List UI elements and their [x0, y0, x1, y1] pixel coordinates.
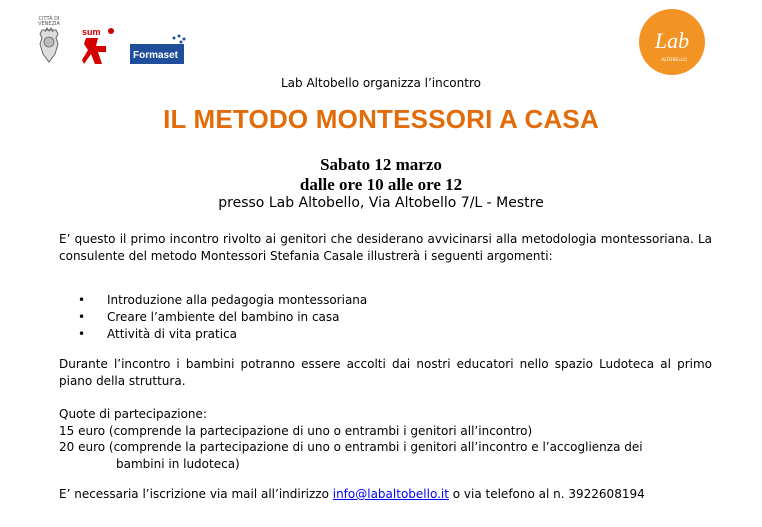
svg-text:CITTÀ DI: CITTÀ DI [38, 16, 60, 22]
fee-item: 20 euro (comprende la partecipazione di uno o entrambi i genitori all’incontro e l’accoglienza dei [59, 440, 643, 454]
list-item: • Attività di vita pratica [78, 326, 367, 343]
header-logos [0, 0, 762, 80]
event-title: IL METODO MONTESSORI A CASA [163, 104, 599, 134]
formaset-logo [130, 32, 188, 66]
registration-suffix: o via telefono al n. 3922608194 [448, 487, 645, 501]
topics-list [78, 292, 367, 342]
event-time: dalle ore 10 alle ore 12 [299, 175, 463, 194]
venezia-crest-logo [34, 14, 64, 66]
fees-heading: Quote di partecipazione: [59, 407, 207, 421]
list-item: • Introduzione alla pedagogia montessoriana [78, 292, 367, 309]
description-paragraph: E’ questo il primo incontro rivolto ai genitori che desiderano avvicinarsi alla metodologia montessoriana. La consulente del metodo Montessori Stefania Casale illustrerà i seguenti argomenti: [59, 232, 712, 263]
registration-line [59, 486, 712, 503]
intro-line: Lab Altobello organizza l’incontro [281, 76, 481, 90]
svg-text:sum: sum [82, 27, 101, 37]
list-item: • Creare l’ambiente del bambino in casa [78, 309, 367, 326]
fee-item-continuation: bambini in ludoteca) [116, 456, 240, 471]
lab-altobello-logo [638, 8, 706, 76]
registration-prefix: E’ necessaria l’iscrizione via mail all’indirizzo [59, 487, 333, 501]
svg-text:ALTOBELLO: ALTOBELLO [661, 58, 687, 63]
sumo-logo [80, 26, 116, 66]
svg-text:Formaset: Formaset [133, 50, 179, 61]
email-link[interactable]: info@labaltobello.it [332, 487, 449, 501]
event-date: Sabato 12 marzo [320, 155, 442, 174]
fees-section [59, 406, 712, 472]
svg-text:VENEZIA: VENEZIA [38, 21, 60, 27]
event-venue: presso Lab Altobello, Via Altobello 7/L - Mestre [218, 195, 544, 211]
fee-item: 15 euro (comprende la partecipazione di uno o entrambi i genitori all’incontro) [59, 423, 533, 438]
svg-text:Lab: Lab [654, 28, 690, 53]
ludoteca-paragraph: Durante l’incontro i bambini potranno essere accolti dai nostri educatori nello spazio Ludoteca al primo piano della struttura. [59, 357, 712, 388]
